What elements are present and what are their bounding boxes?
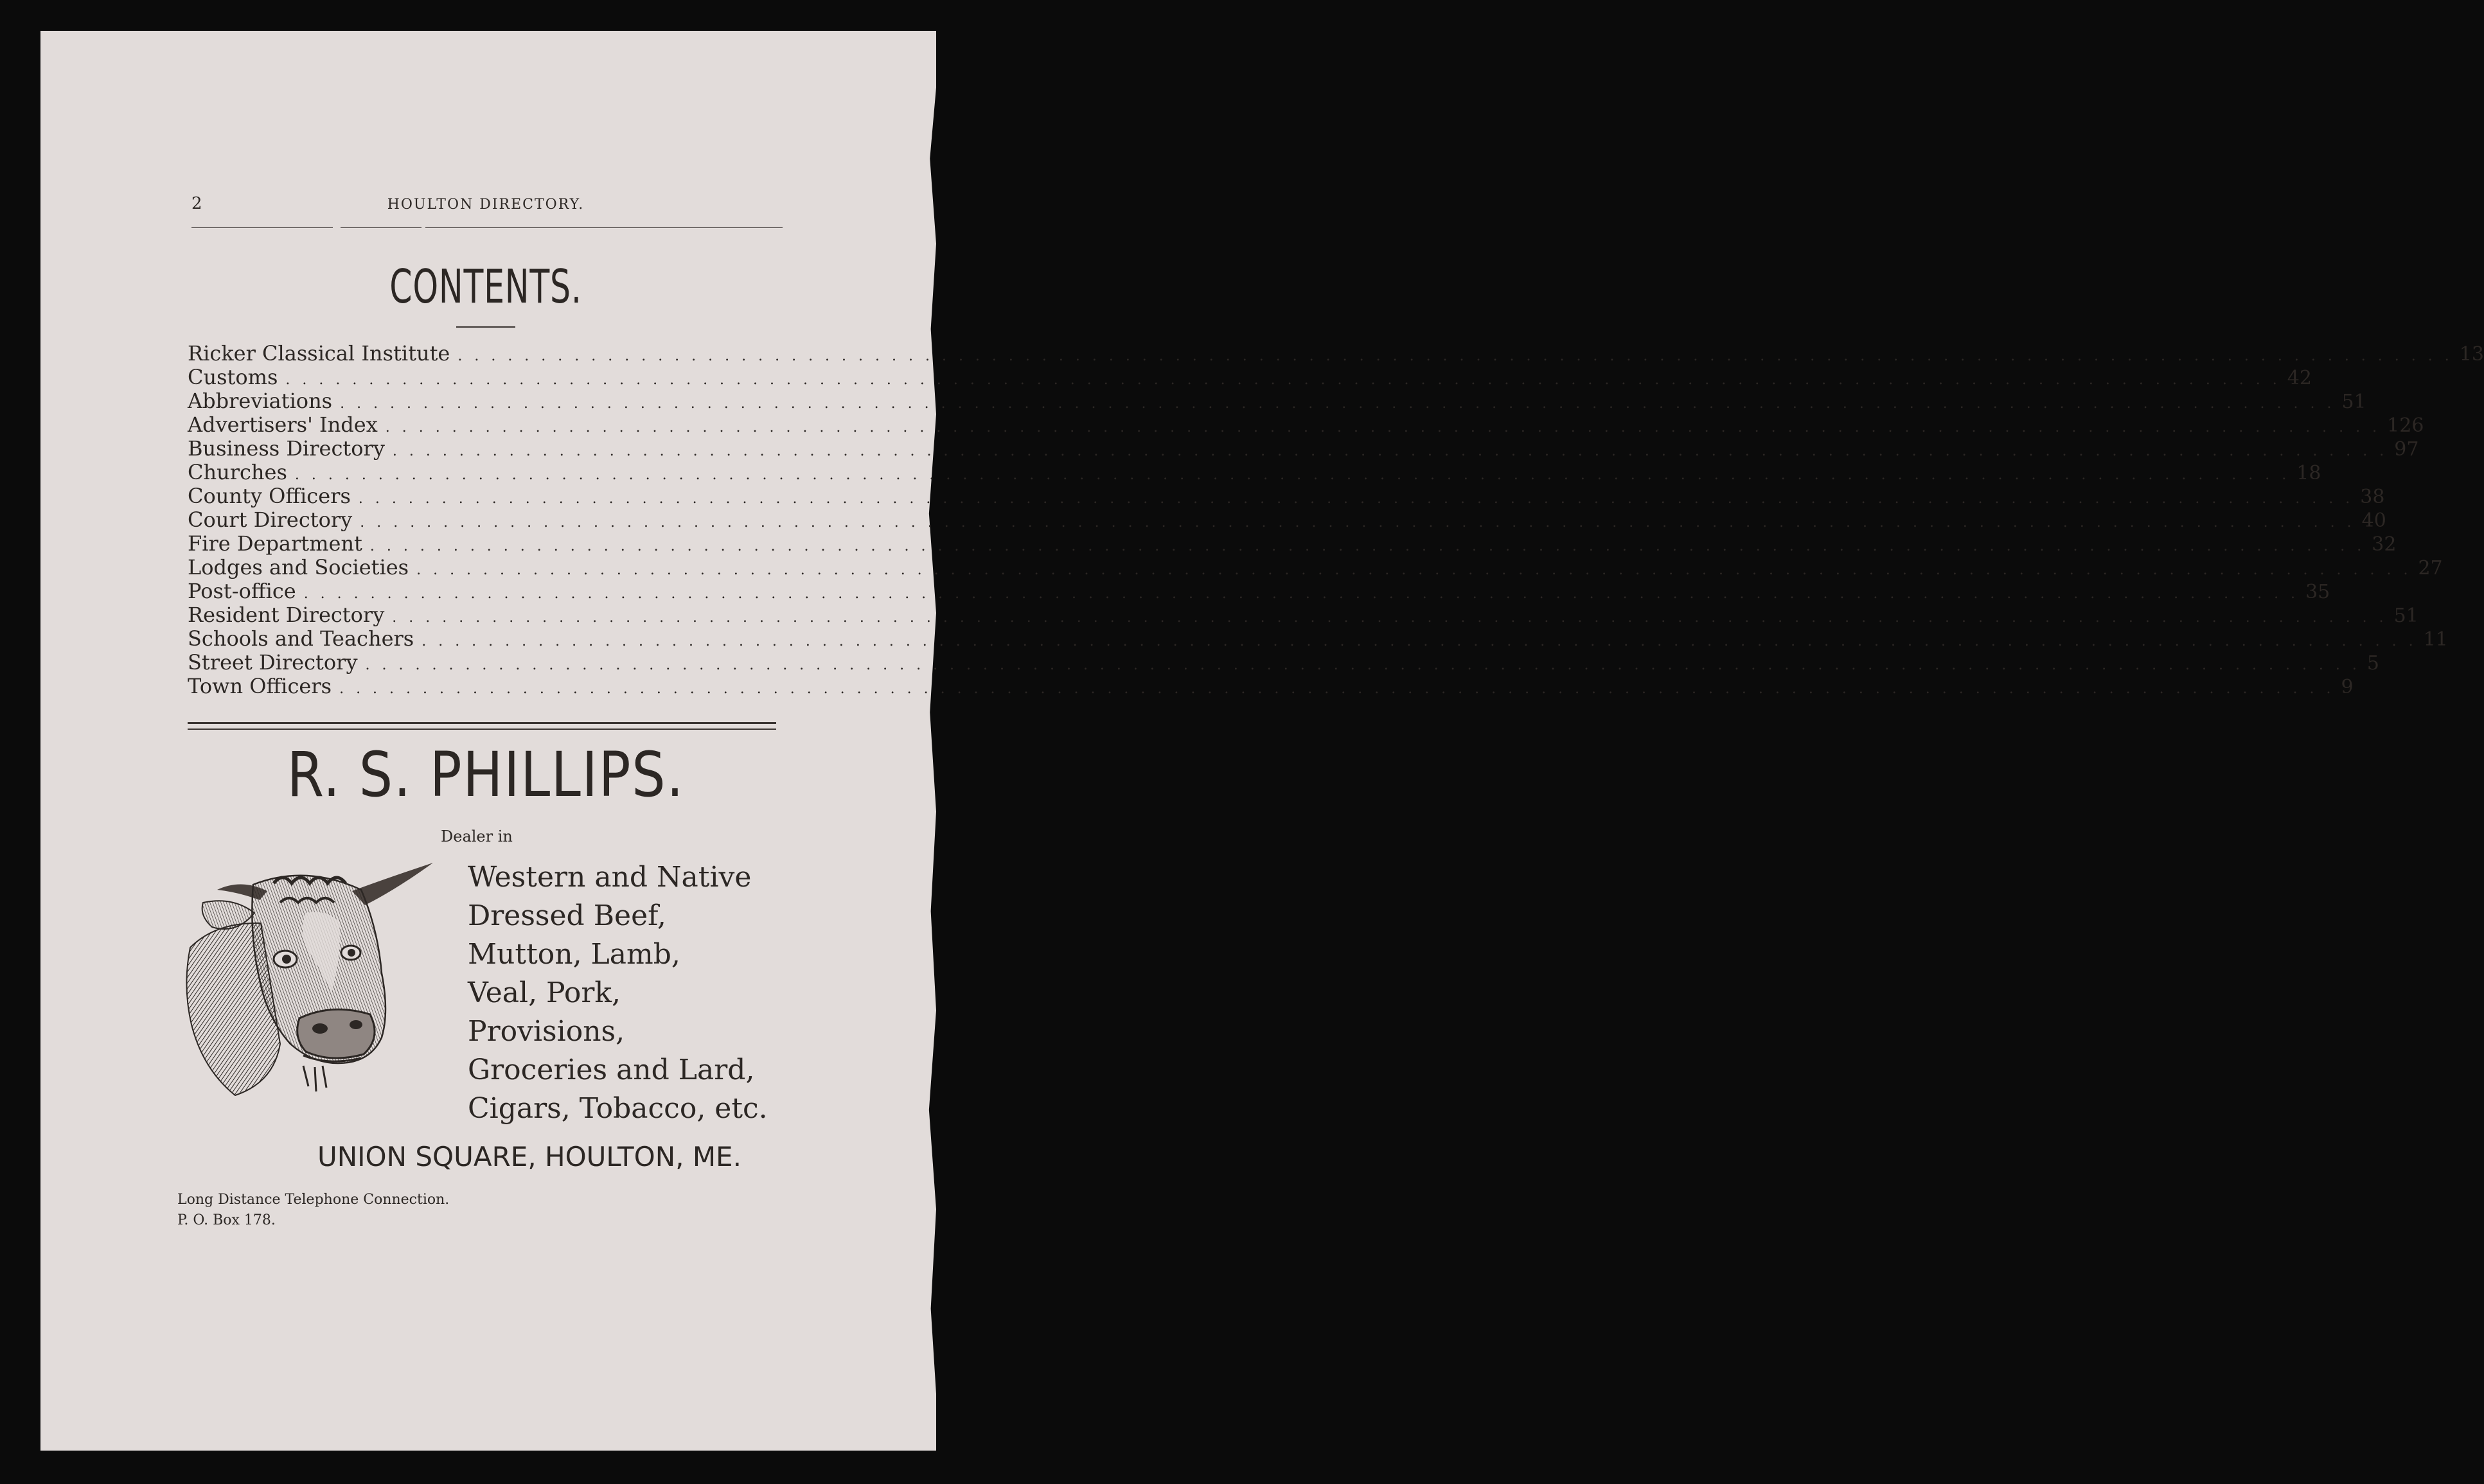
advertiser-name: R. S. PHILLIPS. bbox=[287, 739, 685, 811]
section-rule-top bbox=[188, 722, 776, 724]
toc-entry-label: Advertisers' Index bbox=[188, 412, 378, 437]
toc-entry bbox=[188, 365, 2312, 389]
toc-entry-page: 11 bbox=[2423, 628, 2448, 651]
toc-entry-label: County Officers bbox=[188, 484, 351, 508]
toc-entry bbox=[188, 484, 2385, 508]
toc-entry-label: Street Directory bbox=[188, 650, 358, 675]
toc-entry-page: 35 bbox=[2305, 581, 2330, 603]
goods-line: Mutton, Lamb, bbox=[468, 938, 680, 971]
toc-entry-label: Town Officers bbox=[188, 674, 332, 698]
table-of-contents bbox=[188, 341, 2484, 698]
toc-entry-page: 13 bbox=[2459, 343, 2484, 366]
goods-line: Veal, Pork, bbox=[468, 976, 621, 1009]
running-title: HOULTON DIRECTORY. bbox=[387, 197, 585, 213]
toc-entry-page: 51 bbox=[2341, 391, 2366, 413]
toc-entry-page: 27 bbox=[2418, 557, 2443, 579]
toc-entry-label: Lodges and Societies bbox=[188, 555, 409, 579]
contents-title: CONTENTS. bbox=[389, 260, 582, 314]
title-underline bbox=[456, 326, 515, 328]
dot-leader: . . . . . . . . . . . . . . . . . . . . . . . . . . . . . . . . . . . . . . . . . . . . . . . . . . . . . . . . . . . . . . . . . . . . . . . . . . . . . . . . . . . . . . . . . . . . . . . . . . . . . . . . . . . . . . . . . . . . . . . . bbox=[457, 348, 2453, 364]
goods-line: Cigars, Tobacco, etc. bbox=[468, 1092, 768, 1125]
toc-entry-label: Abbreviations bbox=[188, 389, 333, 413]
toc-entry-label: Ricker Classical Institute bbox=[188, 341, 450, 366]
toc-entry-label: Churches bbox=[188, 460, 287, 484]
toc-entry bbox=[188, 650, 2379, 675]
dot-leader: . . . . . . . . . . . . . . . . . . . . . . . . . . . . . . . . . . . . . . . . . . . . . . . . . . . . . . . . . . . . . . . . . . . . . . . . . . . . . . . . . . . . . . . . . . . . . . . . . . . . . . . . . . . . . . . . . . . . . . . . bbox=[340, 396, 2336, 412]
dot-leader: . . . . . . . . . . . . . . . . . . . . . . . . . . . . . . . . . . . . . . . . . . . . . . . . . . . . . . . . . . . . . . . . . . . . . . . . . . . . . . . . . . . . . . . . . . . . . . . . . . . . . . . . . . . . . . . . . . . . . . . . bbox=[421, 633, 2417, 649]
toc-entry-page: 97 bbox=[2394, 438, 2419, 461]
toc-entry-label: Resident Directory bbox=[188, 603, 385, 627]
toc-entry-label: Schools and Teachers bbox=[188, 626, 414, 651]
dot-leader: . . . . . . . . . . . . . . . . . . . . . . . . . . . . . . . . . . . . . . . . . . . . . . . . . . . . . . . . . . . . . . . . . . . . . . . . . . . . . . . . . . . . . . . . . . . . . . . . . . . . . . . . . . . . . . . . . . . . . . . . bbox=[360, 515, 2355, 531]
business-address: UNION SQUARE, HOULTON, ME. bbox=[317, 1141, 741, 1172]
toc-entry-page: 32 bbox=[2372, 533, 2397, 556]
toc-entry bbox=[188, 389, 2366, 413]
toc-entry bbox=[188, 436, 2419, 461]
dot-leader: . . . . . . . . . . . . . . . . . . . . . . . . . . . . . . . . . . . . . . . . . . . . . . . . . . . . . . . . . . . . . . . . . . . . . . . . . . . . . . . . . . . . . . . . . . . . . . . . . . . . . . . . . . . . . . . . . . . . . . . . bbox=[294, 467, 2291, 483]
dot-leader: . . . . . . . . . . . . . . . . . . . . . . . . . . . . . . . . . . . . . . . . . . . . . . . . . . . . . . . . . . . . . . . . . . . . . . . . . . . . . . . . . . . . . . . . . . . . . . . . . . . . . . . . . . . . . . . . . . . . . . . . bbox=[285, 372, 2281, 388]
goods-line: Provisions, bbox=[468, 1015, 625, 1048]
goods-list bbox=[468, 858, 768, 1128]
bull-head-icon bbox=[177, 851, 434, 1121]
toc-entry-page: 126 bbox=[2387, 414, 2424, 437]
toc-entry-page: 51 bbox=[2393, 605, 2418, 627]
toc-entry-page: 18 bbox=[2296, 462, 2321, 484]
running-header bbox=[189, 194, 783, 220]
toc-entry bbox=[188, 674, 2354, 698]
dot-leader: . . . . . . . . . . . . . . . . . . . . . . . . . . . . . . . . . . . . . . . . . . . . . . . . . . . . . . . . . . . . . . . . . . . . . . . . . . . . . . . . . . . . . . . . . . . . . . . . . . . . . . . . . . . . . . . . . . . . . . . . bbox=[392, 443, 2388, 459]
toc-entry bbox=[188, 412, 2424, 437]
toc-entry-label: Post-office bbox=[188, 579, 296, 603]
toc-entry bbox=[188, 579, 2330, 603]
toc-entry-label: Court Directory bbox=[188, 508, 353, 532]
toc-entry bbox=[188, 603, 2418, 627]
toc-entry bbox=[188, 460, 2321, 484]
toc-entry bbox=[188, 341, 2484, 366]
dot-leader: . . . . . . . . . . . . . . . . . . . . . . . . . . . . . . . . . . . . . . . . . . . . . . . . . . . . . . . . . . . . . . . . . . . . . . . . . . . . . . . . . . . . . . . . . . . . . . . . . . . . . . . . . . . . . . . . . . . . . . . . bbox=[392, 610, 2388, 626]
section-rule-bottom bbox=[188, 729, 776, 730]
toc-entry-page: 9 bbox=[2341, 676, 2354, 698]
toc-entry bbox=[188, 531, 2397, 556]
toc-entry-page: 40 bbox=[2361, 509, 2386, 532]
toc-entry-page: 42 bbox=[2287, 367, 2312, 389]
dot-leader: . . . . . . . . . . . . . . . . . . . . . . . . . . . . . . . . . . . . . . . . . . . . . . . . . . . . . . . . . . . . . . . . . . . . . . . . . . . . . . . . . . . . . . . . . . . . . . . . . . . . . . . . . . . . . . . . . . . . . . . . bbox=[365, 657, 2361, 673]
toc-entry-page: 38 bbox=[2360, 486, 2385, 508]
toc-entry-page: 5 bbox=[2366, 652, 2379, 675]
dot-leader: . . . . . . . . . . . . . . . . . . . . . . . . . . . . . . . . . . . . . . . . . . . . . . . . . . . . . . . . . . . . . . . . . . . . . . . . . . . . . . . . . . . . . . . . . . . . . . . . . . . . . . . . . . . . . . . . . . . . . . . . bbox=[385, 420, 2381, 436]
goods-line: Western and Native bbox=[468, 861, 752, 894]
dot-leader: . . . . . . . . . . . . . . . . . . . . . . . . . . . . . . . . . . . . . . . . . . . . . . . . . . . . . . . . . . . . . . . . . . . . . . . . . . . . . . . . . . . . . . . . . . . . . . . . . . . . . . . . . . . . . . . . . . . . . . . . bbox=[416, 562, 2412, 578]
toc-entry-label: Customs bbox=[188, 365, 278, 389]
page-number: 2 bbox=[191, 194, 204, 213]
dealer-in-label: Dealer in bbox=[441, 827, 513, 845]
header-rule-middle bbox=[341, 227, 421, 228]
dot-leader: . . . . . . . . . . . . . . . . . . . . . . . . . . . . . . . . . . . . . . . . . . . . . . . . . . . . . . . . . . . . . . . . . . . . . . . . . . . . . . . . . . . . . . . . . . . . . . . . . . . . . . . . . . . . . . . . . . . . . . . . bbox=[358, 491, 2354, 507]
telephone-note: Long Distance Telephone Connection. bbox=[177, 1192, 450, 1208]
toc-entry bbox=[188, 508, 2386, 532]
goods-line: Dressed Beef, bbox=[468, 899, 666, 932]
dot-leader: . . . . . . . . . . . . . . . . . . . . . . . . . . . . . . . . . . . . . . . . . . . . . . . . . . . . . . . . . . . . . . . . . . . . . . . . . . . . . . . . . . . . . . . . . . . . . . . . . . . . . . . . . . . . . . . . . . . . . . . . bbox=[303, 586, 2300, 602]
toc-entry-label: Business Directory bbox=[188, 436, 385, 461]
dot-leader: . . . . . . . . . . . . . . . . . . . . . . . . . . . . . . . . . . . . . . . . . . . . . . . . . . . . . . . . . . . . . . . . . . . . . . . . . . . . . . . . . . . . . . . . . . . . . . . . . . . . . . . . . . . . . . . . . . . . . . . . bbox=[339, 681, 2335, 697]
po-box: P. O. Box 178. bbox=[177, 1212, 276, 1228]
toc-entry bbox=[188, 626, 2448, 651]
toc-entry bbox=[188, 555, 2443, 579]
goods-line: Groceries and Lard, bbox=[468, 1054, 755, 1086]
contact-info bbox=[177, 1190, 449, 1231]
dot-leader: . . . . . . . . . . . . . . . . . . . . . . . . . . . . . . . . . . . . . . . . . . . . . . . . . . . . . . . . . . . . . . . . . . . . . . . . . . . . . . . . . . . . . . . . . . . . . . . . . . . . . . . . . . . . . . . . . . . . . . . . bbox=[369, 538, 2366, 554]
header-rule-right bbox=[425, 227, 783, 228]
toc-entry-label: Fire Department bbox=[188, 531, 362, 556]
header-rule-left bbox=[191, 227, 333, 228]
